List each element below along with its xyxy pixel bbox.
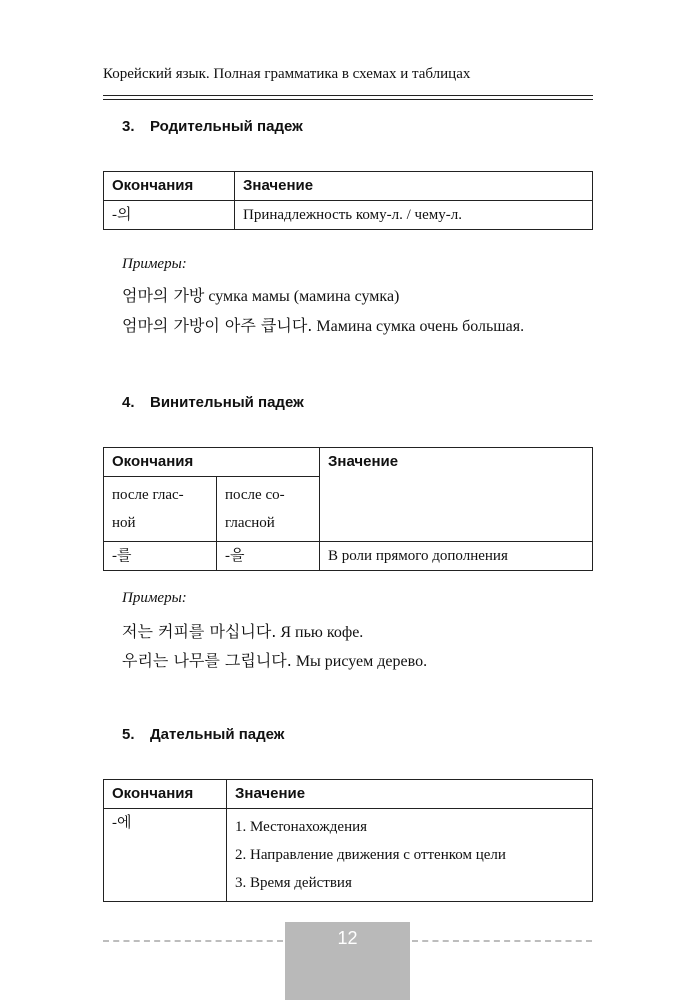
section-title-text: Родительный падеж (150, 118, 303, 135)
page-number-box (285, 922, 410, 1000)
subheader-after-consonant (217, 477, 320, 542)
meaning-cell: Принадлежность кому-л. / чему-л. (235, 201, 593, 230)
section-number: 5. (122, 726, 135, 743)
meaning-cell: В роли прямого дополнения (320, 542, 593, 571)
example-korean: 엄마의 가방 (122, 286, 205, 305)
footer-dash-left (103, 940, 283, 942)
ending-consonant-cell: -을 (217, 542, 320, 571)
example-translation: Я пью кофе. (276, 624, 364, 641)
example-translation: Мамина сумка очень большая. (312, 318, 525, 335)
meaning-item: 2. Направление движения с оттенком цели (235, 847, 506, 863)
page-number: 12 (337, 928, 358, 948)
meaning-item: 3. Время действия (235, 875, 352, 891)
subheader-line: гласной (225, 515, 275, 531)
example-translation: сумка мамы (мамина сумка) (204, 288, 400, 305)
example-korean: 엄마의 가방이 아주 큽니다. (122, 316, 313, 335)
header-rule-thin (103, 99, 593, 100)
col-header-meaning: Значение (227, 780, 593, 809)
example-line (122, 648, 427, 671)
col-header-endings: Окончания (104, 172, 235, 201)
section-title-accusative (122, 394, 304, 411)
example-line (122, 313, 524, 336)
col-header-endings: Окончания (104, 780, 227, 809)
header-rule (103, 95, 593, 96)
section-number: 4. (122, 394, 135, 411)
examples-label: Примеры: (122, 590, 187, 606)
subheader-line: ной (112, 515, 136, 531)
col-header-meaning: Значение (235, 172, 593, 201)
meaning-list-cell (227, 809, 593, 902)
ending-cell: -에 (104, 809, 227, 902)
genitive-table (103, 171, 593, 230)
example-translation: Мы рисуем дерево. (291, 653, 428, 670)
example-korean: 저는 커피를 마십니다. (122, 622, 277, 641)
subheader-line: после со- (225, 487, 285, 503)
subheader-after-vowel (104, 477, 217, 542)
ending-vowel-cell: -를 (104, 542, 217, 571)
dative-table (103, 779, 593, 902)
ending-cell: -의 (104, 201, 235, 230)
col-header-endings: Окончания (104, 448, 320, 477)
examples-label: Примеры: (122, 256, 187, 272)
example-line (122, 619, 363, 642)
footer-dash-right (412, 940, 592, 942)
section-number: 3. (122, 118, 135, 135)
example-line (122, 283, 399, 306)
section-title-genitive (122, 118, 303, 135)
meaning-item: 1. Местонахождения (235, 819, 368, 835)
section-title-text: Винительный падеж (150, 394, 304, 411)
running-header: Корейский язык. Полная грамматика в схемах и таблицах (103, 66, 471, 82)
accusative-table (103, 447, 593, 571)
section-title-dative (122, 726, 284, 743)
subheader-line: после глас- (112, 487, 184, 503)
example-korean: 우리는 나무를 그립니다. (122, 651, 292, 670)
col-header-meaning: Значение (320, 448, 593, 542)
section-title-text: Дательный падеж (150, 726, 285, 743)
